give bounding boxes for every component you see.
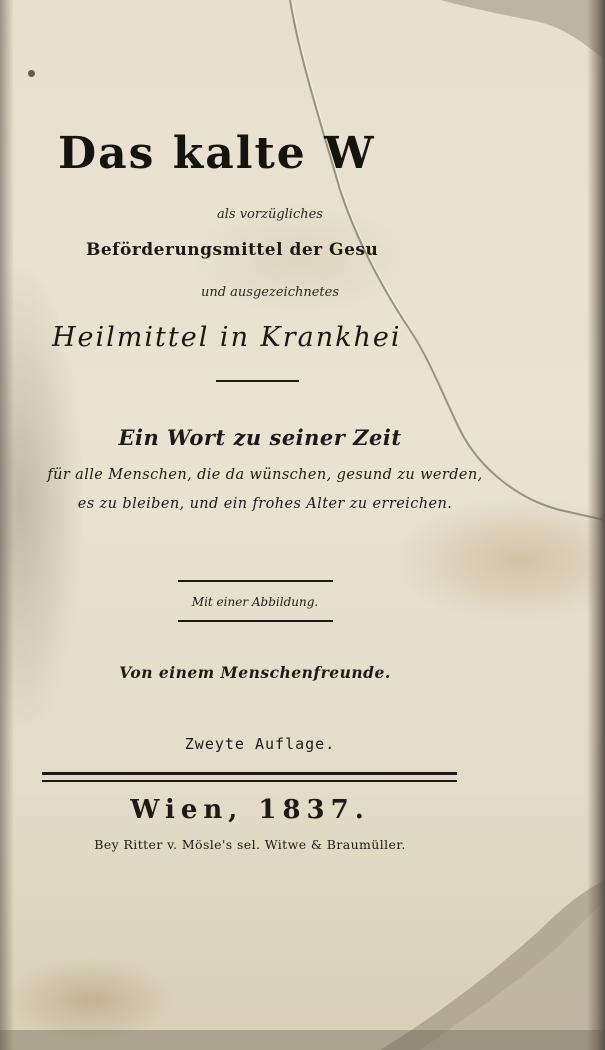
motto-line-2: es zu bleiben, und ein frohes Alter zu erreichen. (77, 496, 453, 512)
motto-heading: Ein Wort zu seiner Zeit (118, 425, 402, 450)
imprint-rule-thin (42, 780, 457, 782)
imprint-rule-thick (42, 772, 457, 775)
subtitle-line-1: Beförderungsmittel der Gesu (86, 240, 379, 260)
divider-rule-lower (178, 620, 333, 622)
imprint-publisher: Bey Ritter v. Mösle's sel. Witwe & Braumüller. (94, 837, 406, 852)
author-line: Von einem Menschenfreunde. (119, 663, 391, 682)
subtitle-connector-2: und ausgezeichnetes (200, 285, 340, 300)
illustration-note: Mit einer Abbildung. (191, 595, 319, 609)
ink-spot (28, 70, 35, 77)
motto-line-1: für alle Menschen, die da wünschen, gesund zu werden, (47, 467, 483, 483)
imprint-place-year: Wien, 1837. (130, 795, 370, 825)
subtitle-line-2: Heilmittel in Krankhei (52, 322, 402, 353)
edition-line: Zweyte Auflage. (184, 735, 336, 753)
divider-rule (216, 380, 299, 382)
book-title: Das kalte W (58, 128, 376, 179)
subtitle-connector-1: als vorzügliches (217, 207, 323, 222)
divider-rule-upper (178, 580, 333, 582)
